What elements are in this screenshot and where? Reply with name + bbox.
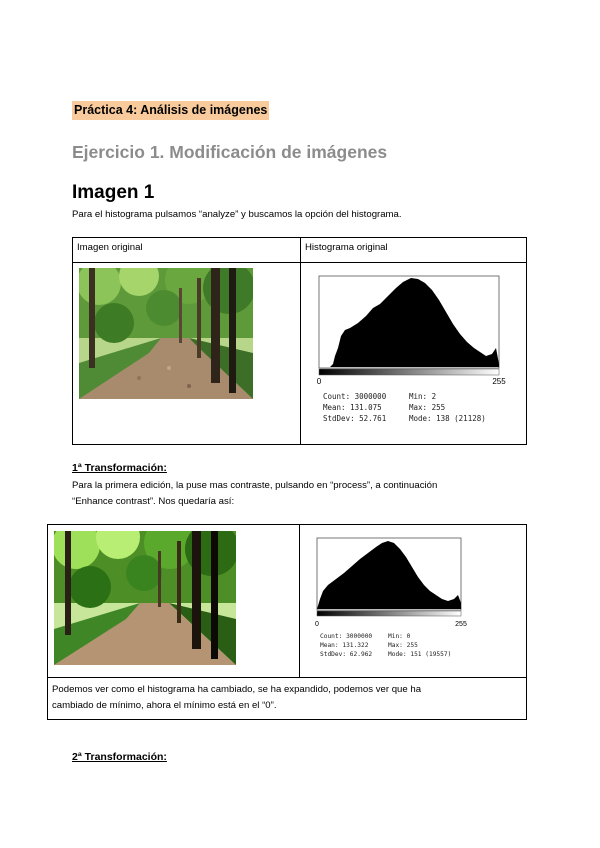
stat-count: Count: 3000000 xyxy=(320,633,373,640)
stat-mean: Mean: 131.322 xyxy=(320,642,369,649)
contrast-note-cell xyxy=(48,678,527,720)
transform1-heading: 1ª Transformación: xyxy=(72,462,167,474)
image-heading: Imagen 1 xyxy=(72,182,155,203)
stat-min: Min: 0 xyxy=(388,633,411,640)
stat-stddev: StdDev: 62.962 xyxy=(320,651,373,658)
forest-photo-contrast xyxy=(54,531,236,665)
hist2-axis-min: 0 xyxy=(315,621,319,628)
stat-mode: Mode: 138 (21128) xyxy=(409,414,486,423)
exercise-heading: Ejercicio 1. Modificación de imágenes xyxy=(72,142,388,162)
contrast-note-line2: cambiado de mínimo, ahora el mínimo está en el “0”. xyxy=(52,700,277,711)
hist1-axis-max: 255 xyxy=(492,377,506,386)
original-histogram-header: Histograma original xyxy=(301,238,527,263)
stat-max: Max: 255 xyxy=(409,403,446,412)
intro-paragraph: Para el histograma pulsamos “analyze” y buscamos la opción del histograma. xyxy=(72,209,402,220)
transform2-heading: 2ª Transformación: xyxy=(72,751,167,763)
contrast-note-line1: Podemos ver como el histograma ha cambiado, se ha expandido, podemos ver que ha xyxy=(52,684,422,695)
stat-stddev: StdDev: 52.761 xyxy=(323,414,387,423)
practice-title: Práctica 4: Análisis de imágenes xyxy=(72,101,269,120)
stat-max: Max: 255 xyxy=(388,642,418,649)
original-image-header: Imagen original xyxy=(73,238,301,263)
forest-photo-original xyxy=(79,268,253,399)
transform1-paragraph xyxy=(72,478,437,510)
stat-mode: Mode: 151 (19557) xyxy=(388,651,452,658)
hist2-axis-max: 255 xyxy=(455,621,467,628)
transform1-line1: Para la primera edición, la puse mas contraste, pulsando en “process”, a continuación xyxy=(72,480,438,491)
stat-count: Count: 3000000 xyxy=(323,392,387,401)
histogram-shape xyxy=(330,278,499,367)
stat-min: Min: 2 xyxy=(409,392,437,401)
contrast-histogram-chart xyxy=(308,533,468,633)
hist1-axis-min: 0 xyxy=(316,377,322,386)
stat-mean: Mean: 131.075 xyxy=(323,403,382,412)
transform1-line2: “Enhance contrast”. Nos quedaría así: xyxy=(72,496,235,507)
histogram-shape xyxy=(317,541,461,609)
